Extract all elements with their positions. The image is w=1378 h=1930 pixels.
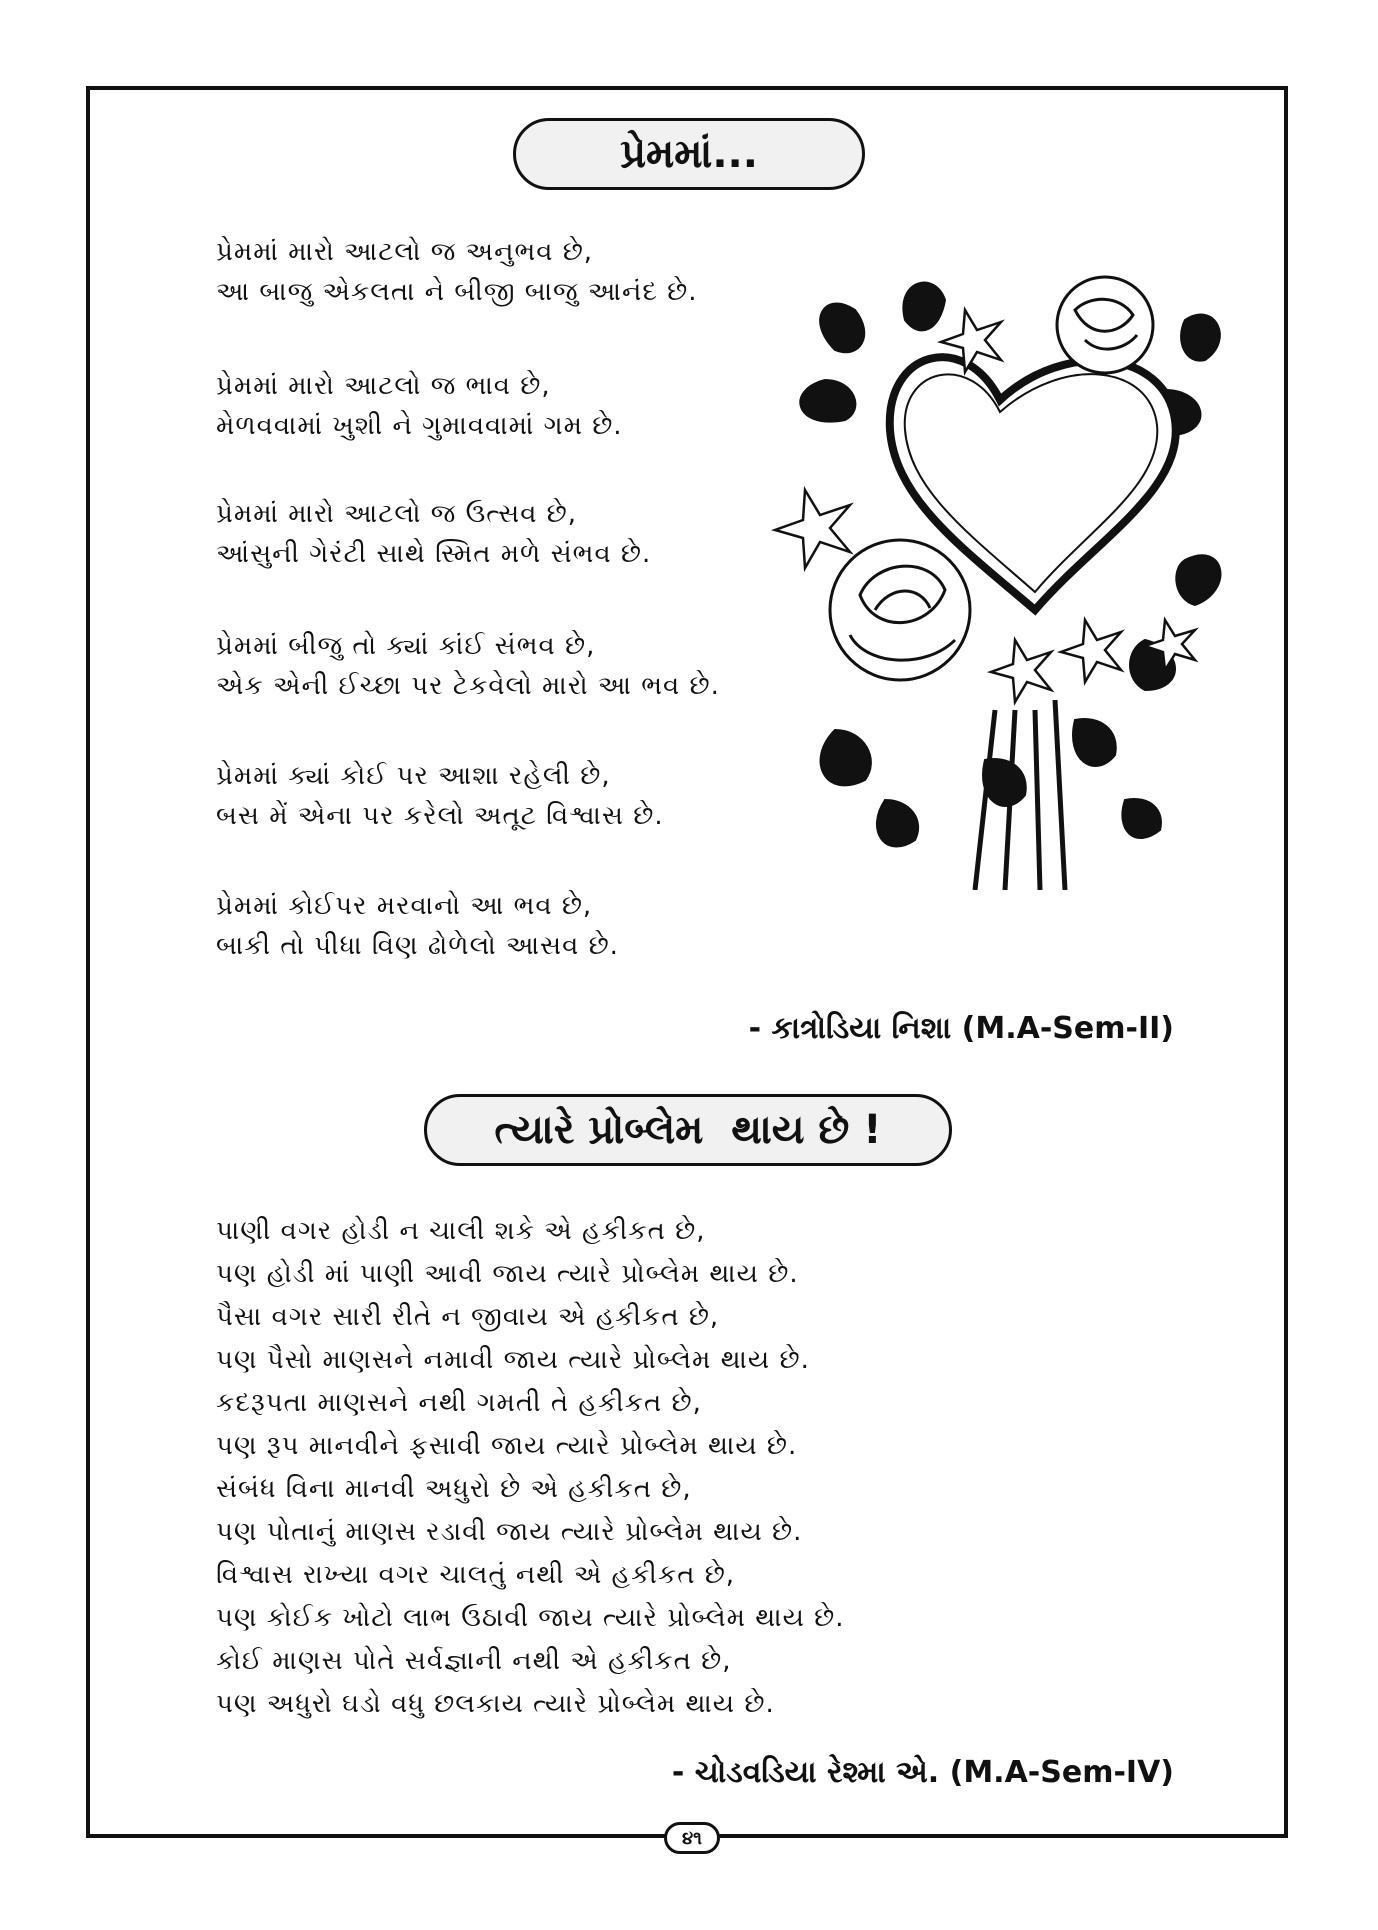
poem-line: આ બાજુ એકલતા ને બીજી બાજુ આનંદ છે.	[216, 277, 698, 307]
page-number-text: ૪૧	[682, 1827, 702, 1849]
poem-line: પ્રેમમાં કોઈપર મરવાનો આ ભવ છે,	[216, 891, 593, 921]
poem-line: પણ અધુરો ઘડો વધુ છલકાય ત્યારે પ્રોબ્લેમ થાય છે.	[216, 1689, 775, 1719]
poem1-stanza	[216, 756, 664, 836]
poem-line: વિશ્વાસ રાખ્યા વગર ચાલતું નથી એ હકીકત છે,	[216, 1560, 736, 1590]
poem-line: મેળવવામાં ખુશી ને ગુમાવવામાં ગમ છે.	[216, 411, 623, 441]
poem1-stanza	[216, 494, 651, 574]
poem-line: પ્રેમમાં ક્યાં કોઈ પર આશા રહેલી છે,	[216, 761, 611, 791]
poem-line: પ્રેમમાં મારો આટલો જ અનુભવ છે,	[216, 237, 594, 267]
poem-line: સંબંધ વિના માનવી અધુરો છે એ હકીકત છે,	[216, 1474, 692, 1504]
poem-line: બસ મેં એના પર કરેલો અતૂટ વિશ્વાસ છે.	[216, 801, 664, 831]
poem1-title-text: પ્રેમમાં...	[620, 131, 758, 177]
poem-line: કોઈ માણસ પોતે સર્વજ્ઞાની નથી એ હકીકત છે,	[216, 1646, 732, 1676]
poem-line: પ્રેમમાં બીજુ તો ક્યાં કાંઈ સંભવ છે,	[216, 631, 596, 661]
poem-line: એક એની ઈચ્છા પર ટેકવેલો મારો આ ભવ છે.	[216, 671, 720, 701]
page-number	[664, 1822, 720, 1854]
poem1-title	[513, 118, 865, 190]
poem-line: બાકી તો પીધા વિણ ઢોળેલો આસવ છે.	[216, 931, 619, 961]
poem-line: આંસુની ગેરંટી સાથે સ્મિત મળે સંભવ છે.	[216, 539, 652, 569]
poem-line: પ્રેમમાં મારો આટલો જ ભાવ છે,	[216, 371, 551, 401]
poem1-stanza	[216, 232, 698, 312]
poem-line: પણ હોડી માં પાણી આવી જાય ત્યારે પ્રોબ્લેમ થાય છે.	[216, 1259, 799, 1289]
poem2-title-text: ત્યારે પ્રોબ્લેમ થાય છે !	[494, 1107, 882, 1153]
poem1-stanza	[216, 366, 623, 446]
poem-line: પણ પૈસો માણસને નમાવી જાય ત્યારે પ્રોબ્લેમ થાય છે.	[216, 1345, 810, 1375]
poem1-stanza	[216, 626, 720, 706]
poem-line: પ્રેમમાં મારો આટલો જ ઉત્સવ છે,	[216, 499, 578, 529]
poem2-title	[424, 1094, 952, 1166]
heart-flowers-illustration	[765, 240, 1235, 890]
poem2-author: - ચોડવડિયા રેશ્મા એ. (M.A-Sem-IV)	[671, 1755, 1174, 1790]
poem-line: પણ રૂપ માનવીને ફસાવી જાય ત્યારે પ્રોબ્લેમ થાય છે.	[216, 1431, 798, 1461]
poem-line: પૈસા વગર સારી રીતે ન જીવાય એ હકીકત છે,	[216, 1302, 720, 1332]
poem-line: પણ કોઈક ખોટો લાભ ઉઠાવી જાય ત્યારે પ્રોબ્લેમ થાય છે.	[216, 1603, 845, 1633]
poem1-stanza	[216, 886, 619, 966]
poem2-body	[216, 1210, 845, 1726]
poem-line: પણ પોતાનું માણસ રડાવી જાય ત્યારે પ્રોબ્લેમ થાય છે.	[216, 1517, 803, 1547]
poem-line: કદરૂપતા માણસને નથી ગમતી તે હકીકત છે,	[216, 1388, 702, 1418]
poem-line: પાણી વગર હોડી ન ચાલી શકે એ હકીકત છે,	[216, 1216, 706, 1246]
poem1-author: - કાત્રોડિયા નિશા (M.A-Sem-II)	[748, 1011, 1174, 1046]
